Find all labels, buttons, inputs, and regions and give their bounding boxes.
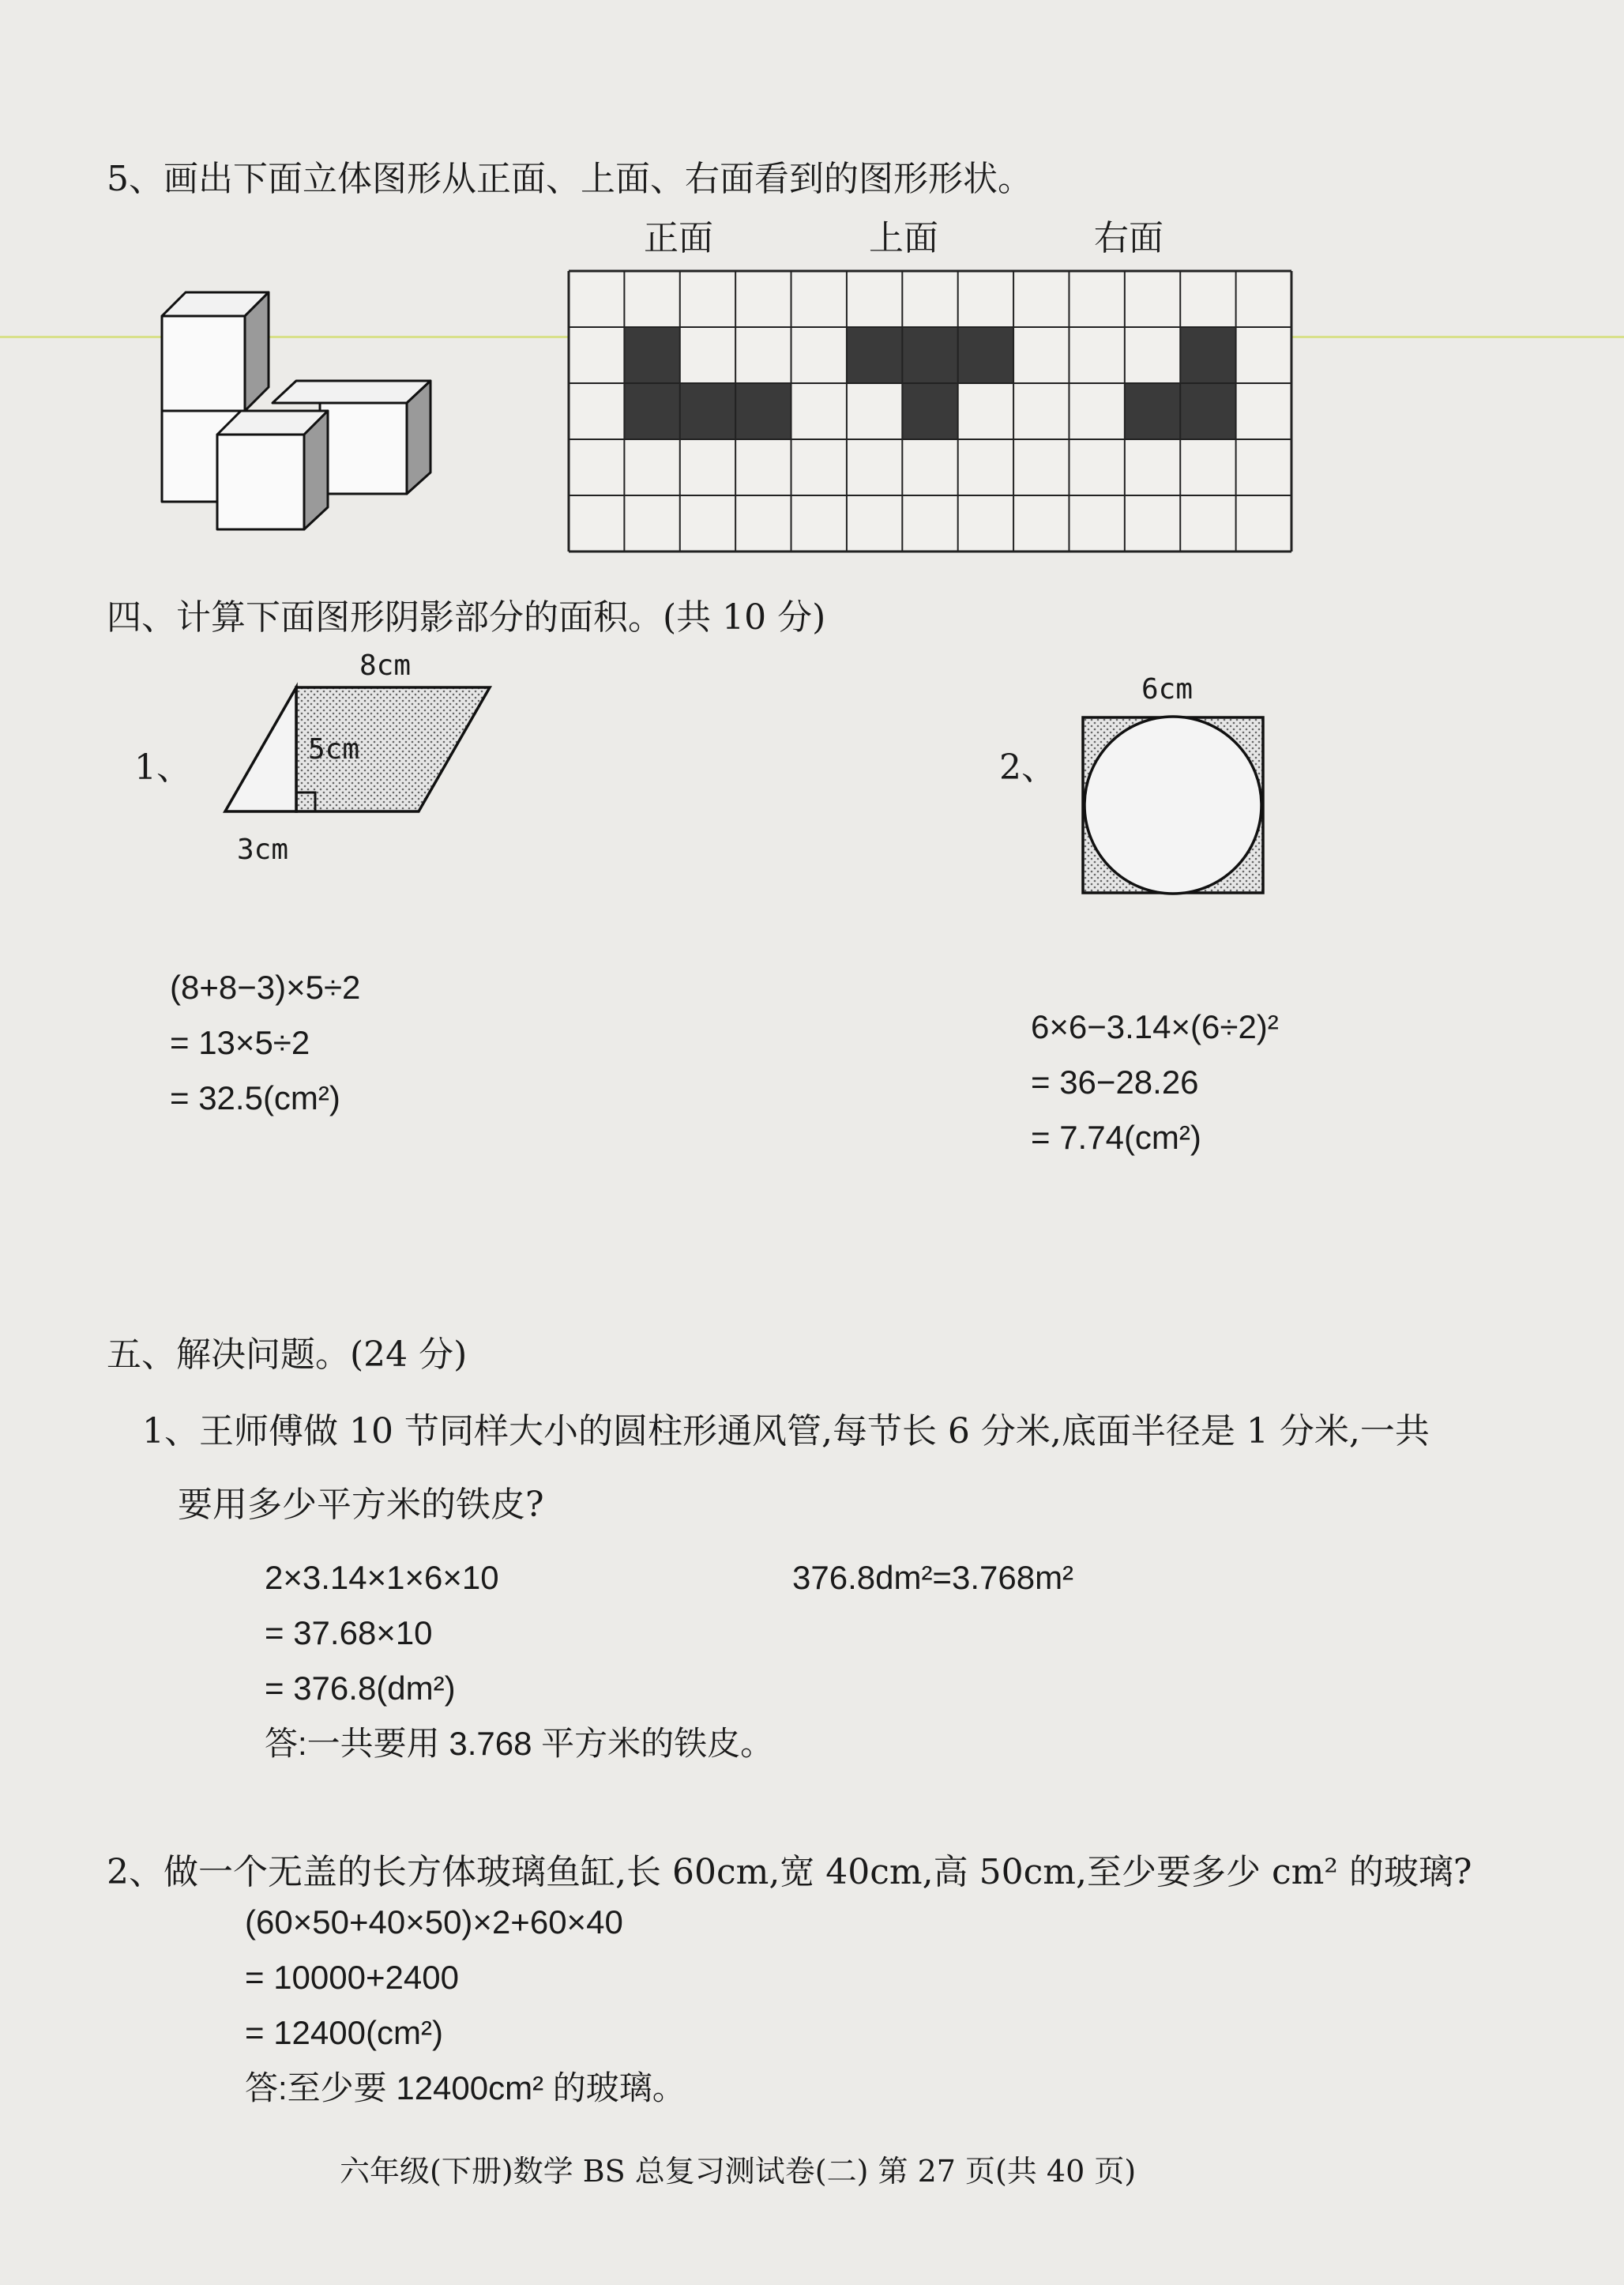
calc-line: = 12400(cm²) (245, 2014, 443, 2051)
problem-2-line-1: 2、做一个无盖的长方体玻璃鱼缸,长 60cm,宽 40cm,高 50cm,至少要多少 cm² 的玻璃? (107, 1852, 1472, 1892)
answer-line: 答:一共要用 3.768 平方米的铁皮。 (265, 1725, 774, 1762)
calc-line: (60×50+40×50)×2+60×40 (245, 1903, 623, 1941)
view-label-top: 上面 (869, 218, 938, 258)
problem-1-line-2: 要用多少平方米的铁皮? (178, 1485, 544, 1525)
right-view-shaded-cell (1125, 383, 1180, 439)
problem-2-calculation (245, 1895, 686, 2116)
answer-line: 答:至少要 12400cm² 的玻璃。 (245, 2069, 686, 2106)
top-view-shaded-cell (902, 383, 957, 439)
figure-2-calculation (1031, 999, 1279, 1165)
right-view-shaded-cell (1180, 327, 1235, 383)
view-label-right: 右面 (1094, 218, 1163, 258)
question-5-text: 5、画出下面立体图形从正面、上面、右面看到的图形形状。 (107, 159, 1032, 199)
section-5-title: 五、解决问题。(24 分) (107, 1334, 468, 1375)
calc-line: = 36−28.26 (1031, 1063, 1199, 1101)
problem-1-calculation (265, 1550, 773, 1771)
view-grid (569, 271, 1291, 551)
square-circle-figure (1081, 715, 1266, 897)
calc-line: = 10000+2400 (245, 1959, 459, 1996)
calc-line: = 37.68×10 (265, 1614, 433, 1651)
cube-figure (154, 284, 438, 506)
calc-line: 6×6−3.14×(6÷2)² (1031, 1008, 1279, 1045)
figure-2-number: 2、 (999, 747, 1056, 788)
top-view-shaded-cell (902, 327, 957, 383)
front-view-shaded-cell (624, 327, 679, 383)
calc-line: = 376.8(dm²) (265, 1670, 456, 1707)
calc-line: = 7.74(cm²) (1031, 1119, 1201, 1156)
figure-1-calculation (170, 960, 360, 1126)
calc-line: (8+8−3)×5÷2 (170, 969, 361, 1006)
view-label-front: 正面 (644, 218, 713, 258)
figure-1-bottom-label: 3cm (237, 834, 289, 866)
figure-1-number: 1、 (134, 747, 191, 788)
front-view-shaded-cell (624, 383, 679, 439)
calc-line: 2×3.14×1×6×10 (265, 1559, 499, 1596)
calc-line: = 32.5(cm²) (170, 1079, 340, 1116)
figure-2-top-label: 6cm (1141, 673, 1194, 706)
front-view-shaded-cell (680, 383, 735, 439)
problem-1-line-1: 1、王师傅做 10 节同样大小的圆柱形通风管,每节长 6 分米,底面半径是 1 分米,一共 (142, 1411, 1430, 1451)
top-view-shaded-cell (958, 327, 1013, 383)
figure-1-top-label: 8cm (359, 649, 412, 682)
front-view-shaded-cell (735, 383, 791, 439)
page-footer: 六年级(下册)数学 BS 总复习测试卷(二) 第 27 页(共 40 页) (340, 2154, 1137, 2189)
problem-1-conversion: 376.8dm²=3.768m² (792, 1559, 1074, 1596)
section-4-title: 四、计算下面图形阴影部分的面积。(共 10 分) (107, 597, 826, 638)
figure-1-height-label: 5cm (308, 733, 360, 766)
calc-line: = 13×5÷2 (170, 1024, 310, 1061)
right-view-shaded-cell (1180, 383, 1235, 439)
top-view-shaded-cell (847, 327, 902, 383)
